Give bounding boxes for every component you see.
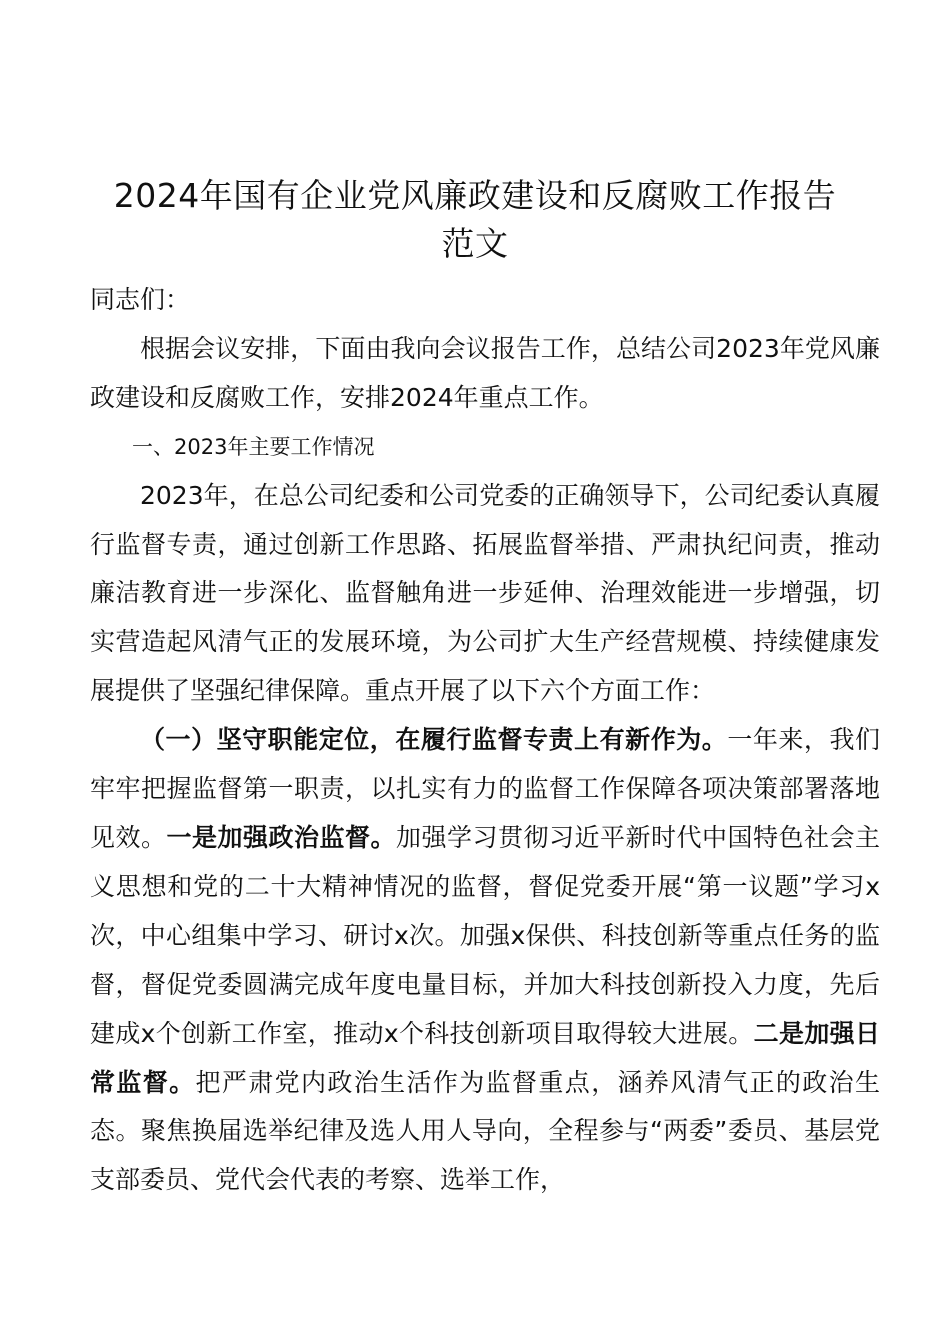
document-body: [90, 276, 880, 1205]
title-line-2: 范文: [441, 224, 509, 263]
item-1-heading: （一）坚守职能定位，在履行监督专责上有新作为。: [140, 725, 728, 755]
item-1-sub2-label: 二是加强日常监督。: [90, 1018, 880, 1097]
item-1-sub2-text: 把严肃党内政治生活作为监督重点，涵养风清气正的政治生态。聚焦换届选举纪律及选人用人导向，全程参与“两委”委员、基层党支部委员、党代会代表的考察、选举工作，: [90, 1067, 880, 1195]
intro-paragraph: 根据会议安排，下面由我向会议报告工作，总结公司2023年党风廉政建设和反腐败工作，安排2024年重点工作。: [90, 333, 880, 412]
item-1-text: 一年来，我们牢牢把握监督第一职责，以扎实有力的监督工作保障各项决策部署落地见效。: [90, 725, 880, 852]
section-heading: 一、2023年主要工作情况: [132, 434, 375, 459]
salutation: 同志们：: [90, 285, 191, 314]
document-title: [80, 172, 870, 268]
item-1-sub1-label: 一是加强政治监督。: [166, 822, 396, 852]
item-1-paragraph: [90, 716, 880, 1205]
summary-paragraph: 2023年，在总公司纪委和公司党委的正确领导下，公司纪委认真履行监督专责，通过创新工作思路、拓展监督举措、严肃执纪问责，推动廉洁教育进一步深化、监督触角进一步延伸、治理效能进一步增强，切实营造起风清气正的发展环境，为公司扩大生产经营规模、持续健康发展提供了坚强纪律保障。重点开展了以下六个方面工作：: [90, 480, 880, 706]
item-1-sub1-text: 加强学习贯彻习近平新时代中国特色社会主义思想和党的二十大精神情况的监督，督促党委开展“第一议题”学习x次，中心组集中学习、研讨x次。加强x保供、科技创新等重点任务的监督，督促党委圆满完成年度电量目标，并加大科技创新投入力度，先后建成x个创新工作室，推动x个科技创新项目取得较大进展。: [90, 822, 880, 1048]
title-line-1: 2024年国有企业党风廉政建设和反腐败工作报告: [113, 176, 837, 215]
